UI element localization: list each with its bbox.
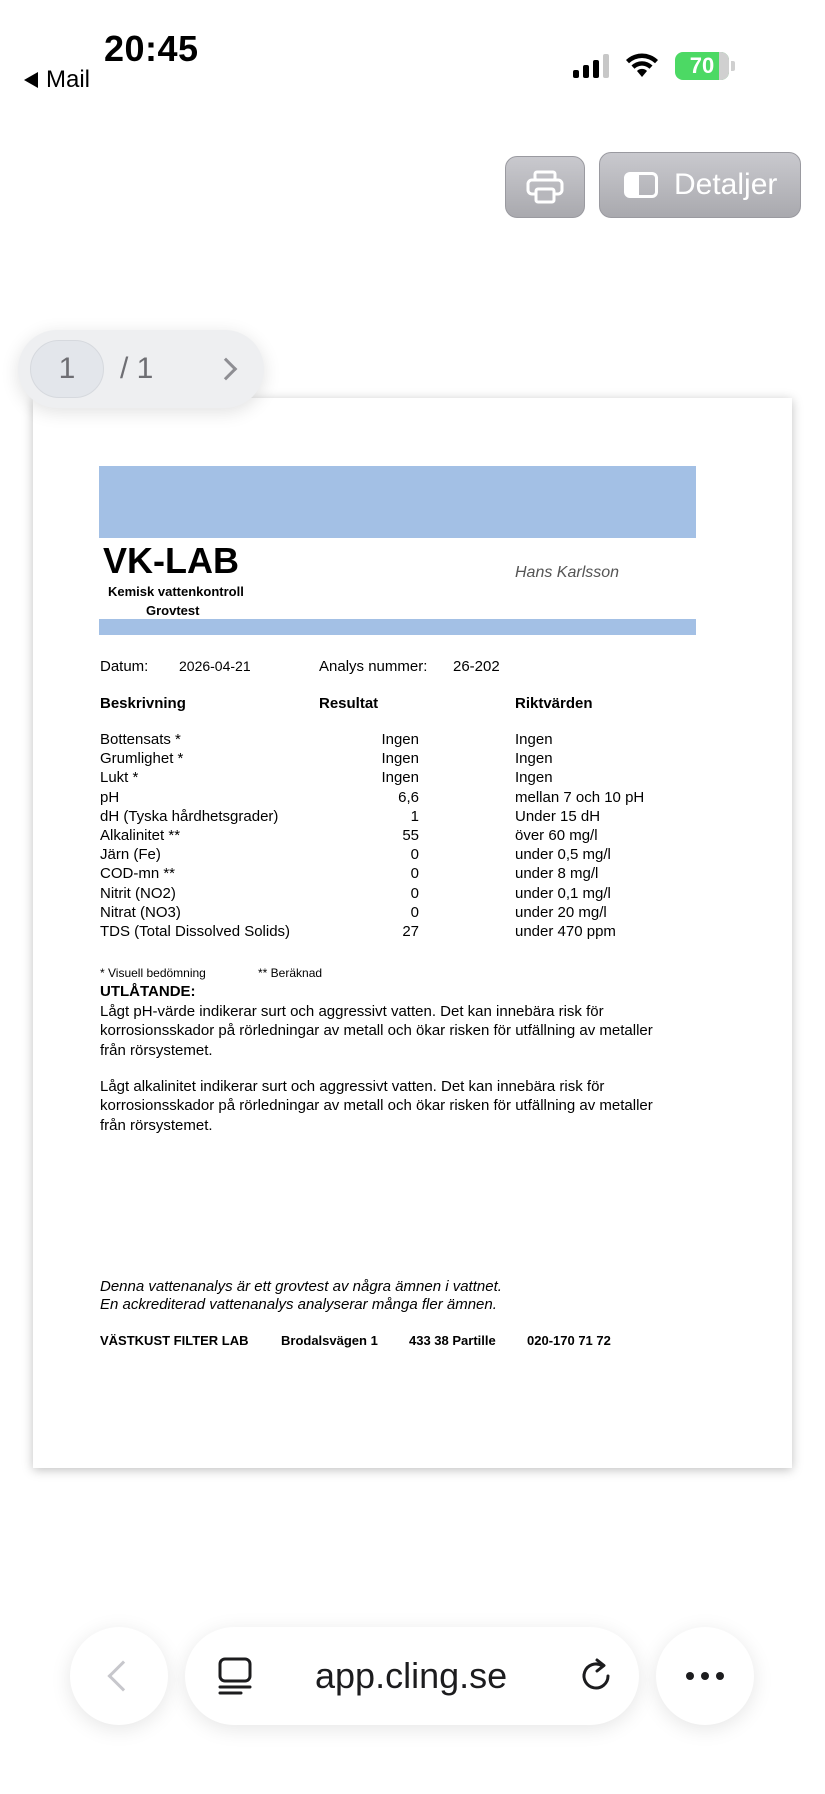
footer-postal: 433 38 Partille bbox=[409, 1333, 496, 1348]
status-time: 20:45 bbox=[104, 28, 199, 69]
more-dot-icon bbox=[716, 1672, 724, 1680]
table-row bbox=[33, 808, 792, 827]
row-result: 0 bbox=[410, 903, 419, 921]
current-page-field[interactable]: 1 bbox=[30, 340, 104, 398]
footer-company: VÄSTKUST FILTER LAB bbox=[100, 1333, 249, 1348]
back-triangle-icon bbox=[24, 72, 38, 88]
row-reference: Ingen bbox=[515, 769, 553, 787]
table-row bbox=[33, 923, 792, 942]
row-description: TDS (Total Dissolved Solids) bbox=[100, 922, 291, 940]
table-row bbox=[33, 789, 792, 808]
header-band-top bbox=[99, 466, 696, 538]
row-description: Alkalinitet ** bbox=[100, 826, 181, 844]
table-row bbox=[33, 827, 792, 846]
more-dot-icon bbox=[701, 1672, 709, 1680]
browser-back-button[interactable] bbox=[70, 1627, 168, 1725]
row-description: Bottensats * bbox=[100, 731, 181, 748]
verdict-paragraph-ph: Lågt pH-värde indikerar surt och aggressivt vatten. Det kan innebära risk för korrosionsskador på rörledningar av metall och ökar risken för utfällning av metaller från rörsystemet. bbox=[100, 1003, 653, 1059]
row-result: Ingen bbox=[381, 769, 419, 787]
table-row bbox=[33, 865, 792, 884]
analysis-number-label: Analys nummer: bbox=[319, 658, 428, 675]
pdf-page bbox=[33, 398, 792, 1468]
header-band-bottom bbox=[99, 619, 696, 635]
row-result: 0 bbox=[410, 865, 419, 883]
disclaimer-line-1: Denna vattenanalys är ett grovtest av några ämnen i vattnet. bbox=[100, 1278, 502, 1295]
verdict-heading: UTLÅTANDE: bbox=[100, 983, 196, 1000]
table-row bbox=[33, 750, 792, 769]
status-indicators bbox=[573, 52, 735, 80]
cellular-signal-icon bbox=[573, 54, 609, 78]
sidebar-icon bbox=[624, 172, 658, 198]
table-row bbox=[33, 731, 792, 750]
row-result: 27 bbox=[402, 922, 419, 940]
reload-icon[interactable] bbox=[577, 1657, 615, 1695]
next-page-chevron-icon[interactable] bbox=[215, 358, 238, 381]
table-row bbox=[33, 885, 792, 904]
row-description: COD-mn ** bbox=[100, 865, 176, 883]
details-button[interactable] bbox=[599, 152, 801, 218]
date-label: Datum: bbox=[100, 658, 149, 675]
total-pages: / 1 bbox=[120, 352, 154, 385]
row-description: Lukt * bbox=[100, 769, 139, 787]
table-row bbox=[33, 769, 792, 788]
row-reference: mellan 7 och 10 pH bbox=[515, 788, 645, 806]
row-result: 0 bbox=[410, 846, 419, 864]
row-reference: under 20 mg/l bbox=[515, 903, 607, 921]
row-description: pH bbox=[100, 788, 120, 806]
more-options-button[interactable] bbox=[656, 1627, 754, 1725]
row-description: dH (Tyska hårdhetsgrader) bbox=[100, 807, 279, 825]
lab-test-type: Grovtest bbox=[146, 603, 200, 618]
row-reference: Ingen bbox=[515, 750, 553, 768]
back-to-mail-link[interactable] bbox=[24, 66, 90, 94]
address-bar[interactable] bbox=[185, 1627, 639, 1725]
wifi-icon bbox=[625, 53, 659, 79]
row-result: Ingen bbox=[381, 731, 419, 748]
page-menu-icon[interactable] bbox=[217, 1657, 253, 1695]
back-to-mail-label: Mail bbox=[46, 66, 91, 93]
row-reference: under 8 mg/l bbox=[515, 865, 599, 883]
row-description: Nitrat (NO3) bbox=[100, 903, 181, 921]
footnote-calculated: ** Beräknad bbox=[258, 966, 323, 980]
row-reference: under 0,5 mg/l bbox=[515, 846, 611, 864]
row-result: 1 bbox=[410, 807, 419, 825]
row-reference: under 470 ppm bbox=[515, 922, 616, 940]
row-reference: över 60 mg/l bbox=[515, 826, 598, 844]
footnote-visual: * Visuell bedömning bbox=[100, 966, 206, 980]
table-row bbox=[33, 904, 792, 923]
column-header-description: Beskrivning bbox=[100, 695, 186, 712]
printer-icon bbox=[526, 170, 564, 204]
row-description: Järn (Fe) bbox=[100, 846, 161, 864]
battery-level: 70 bbox=[689, 53, 715, 78]
row-result: 6,6 bbox=[398, 788, 419, 806]
verdict-paragraph-alkalinity: Lågt alkalinitet indikerar surt och aggressivt vatten. Det kan innebära risk för korrosionsskador på rörledningar av metall och ökar risken för utfällning av metaller från rörsystemet. bbox=[100, 1078, 653, 1134]
row-result: 55 bbox=[402, 826, 419, 844]
analysis-number-value: 26-202 bbox=[453, 658, 500, 675]
column-header-reference: Riktvärden bbox=[515, 695, 593, 712]
battery-icon bbox=[675, 52, 735, 80]
analyst-name: Hans Karlsson bbox=[515, 564, 620, 581]
footer-phone: 020-170 71 72 bbox=[527, 1333, 611, 1348]
row-result: Ingen bbox=[381, 750, 419, 768]
row-reference: Under 15 dH bbox=[515, 807, 601, 825]
date-value: 2026-04-21 bbox=[179, 658, 251, 674]
results-table bbox=[33, 731, 792, 942]
column-header-result: Resultat bbox=[319, 695, 379, 712]
footer-street: Brodalsvägen 1 bbox=[281, 1333, 378, 1348]
row-reference: Ingen bbox=[515, 731, 553, 748]
url-text: app.cling.se bbox=[315, 1655, 508, 1696]
more-dot-icon bbox=[686, 1672, 694, 1680]
disclaimer-line-2: En ackrediterad vattenanalys analyserar många fler ämnen. bbox=[100, 1296, 497, 1313]
lab-subtitle: Kemisk vattenkontroll bbox=[108, 584, 244, 599]
table-row bbox=[33, 846, 792, 865]
row-result: 0 bbox=[410, 884, 419, 902]
print-button[interactable] bbox=[505, 156, 585, 218]
row-description: Nitrit (NO2) bbox=[100, 884, 176, 902]
page-indicator bbox=[18, 330, 264, 408]
lab-brand: VK-LAB bbox=[103, 540, 239, 581]
row-description: Grumlighet * bbox=[100, 750, 184, 768]
chevron-left-icon bbox=[107, 1660, 138, 1691]
details-label: Detaljer bbox=[674, 168, 778, 201]
row-reference: under 0,1 mg/l bbox=[515, 884, 611, 902]
